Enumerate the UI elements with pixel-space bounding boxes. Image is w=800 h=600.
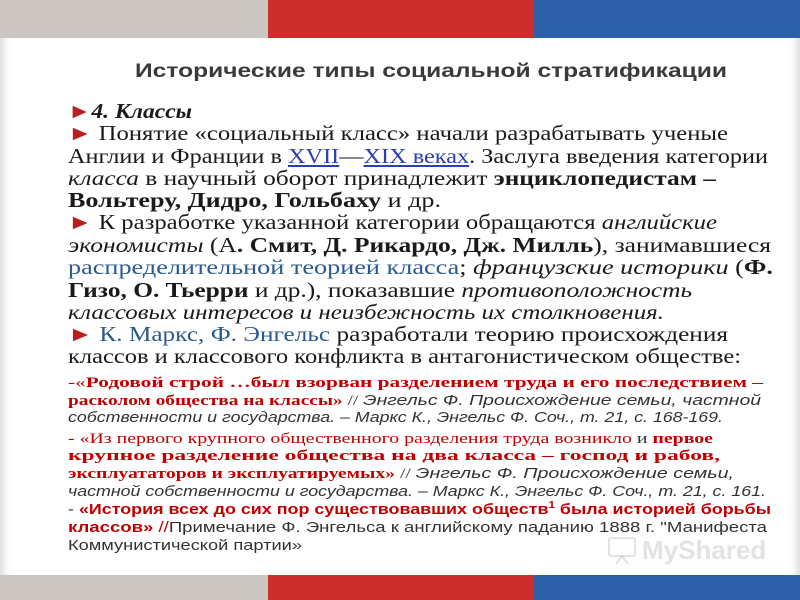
quote-text: первое	[652, 431, 713, 447]
encyclopedists-names: Вольтеру, Дидро, Гольбаху	[68, 188, 382, 212]
body-text: ;	[459, 255, 474, 279]
emphasis-italic: английские	[601, 210, 717, 234]
body-line	[68, 122, 728, 144]
quote-line	[68, 375, 763, 392]
quote-text: была историей борьбы	[554, 501, 771, 518]
body-line	[68, 279, 692, 301]
emphasis-italic: классовых интересов и неизбежность их столкновения.	[68, 300, 664, 324]
body-text: . Заслуга введения категории	[469, 144, 768, 168]
body-line	[68, 145, 768, 167]
quote-line	[68, 409, 723, 427]
historians-names: Гизо, О. Тьерри	[68, 278, 249, 302]
quote-text: Родовой строй …был взорван разделением труда и его последствием –	[85, 375, 763, 391]
quote-text: классов»	[68, 519, 154, 536]
body-line	[68, 234, 771, 256]
body-text: и др.	[381, 188, 441, 212]
body-text: (	[728, 255, 744, 279]
body-text: Англии и Франции в	[68, 144, 289, 168]
body-line	[68, 167, 716, 189]
quote-text: расколом общества на классы»	[68, 393, 343, 409]
section-heading: 4. Классы	[91, 99, 192, 123]
quote-text: крупное разделение общества на два класса – господ и рабов,	[68, 448, 720, 464]
quote-marker: -«	[68, 375, 86, 391]
bullet-arrow-icon: ►	[68, 121, 93, 145]
body-text: классов и классового конфликта в антагонистическом обществе:	[68, 344, 741, 368]
body-line	[68, 100, 192, 122]
citation-text: Энгельс Ф. Происхождение семьи,	[415, 465, 734, 482]
emphasis-italic: противоположность	[461, 278, 692, 302]
bottom-stripe-gray	[0, 575, 268, 600]
marx-engels-names: К. Маркс, Ф. Энгельс	[99, 322, 331, 346]
emphasis-italic: экономисты	[68, 233, 204, 257]
quote-line	[68, 392, 761, 410]
citation-text: Энгельс Ф. Происхождение семьи, частной	[363, 392, 761, 409]
body-line	[68, 189, 441, 211]
distributive-theory-term: распределительной теорией класса	[68, 255, 460, 279]
quote-line	[68, 537, 302, 554]
body-text: Понятие «социальный класс» начали разрабатывать ученые	[92, 121, 728, 145]
citation-separator: //	[153, 519, 169, 536]
economists-names: . Смит, Д. Рикардо, Дж. Милль	[236, 233, 594, 257]
quote-line	[68, 501, 771, 518]
watermark	[606, 530, 786, 570]
citation-text: частной собственности и государства. – Маркс К., Энгельс Ф. Соч., т. 21, с. 161.	[68, 483, 766, 500]
emphasis-italic: французские историки	[473, 255, 729, 279]
quote-line	[68, 448, 720, 465]
emphasis-bold: энциклопедистам –	[493, 166, 716, 190]
historians-names: Ф.	[743, 255, 773, 279]
footnote-text: Примечание Ф. Энгельса к английскому паданию 1888 г. "Манифеста	[168, 519, 767, 536]
body-line	[68, 211, 717, 233]
top-stripe-blue	[534, 0, 800, 38]
link-xvii-century[interactable]: XVII	[288, 144, 340, 168]
body-text: К разработке указанной категории обращаются	[92, 210, 602, 234]
link-xix-centuries[interactable]: XIX веках	[363, 144, 470, 168]
citation-separator: //	[395, 466, 416, 482]
quote-line	[68, 483, 766, 501]
body-text: и др.), показавшие	[248, 278, 462, 302]
top-stripe-gray	[0, 0, 268, 38]
quote-text: эксплуататоров и эксплуатируемых»	[68, 466, 396, 482]
bottom-stripe-blue	[534, 575, 800, 600]
presentation-board-icon	[606, 534, 638, 566]
emphasis-italic: класса	[68, 166, 139, 190]
footnote-marker: 1	[548, 500, 555, 511]
body-line	[68, 323, 728, 345]
bullet-arrow-icon: ►	[68, 210, 93, 234]
body-text: в научный оборот принадлежит	[138, 166, 494, 190]
body-text: —	[339, 144, 364, 168]
body-line	[68, 301, 664, 323]
body-line	[68, 345, 741, 367]
quote-marker: -	[68, 501, 79, 518]
bullet-arrow-icon: ►	[68, 99, 92, 123]
bottom-stripe-red	[268, 575, 534, 600]
quote-marker: -	[68, 431, 80, 447]
quote-line	[68, 431, 713, 448]
bullet-arrow-icon: ►	[68, 322, 94, 346]
citation-text: собственности и государства. – Маркс К., Энгельс Ф. Соч., т. 21, с. 168-169.	[68, 409, 723, 426]
quote-text: «История всех до сих пор существовавших обществ	[78, 501, 549, 518]
quote-line	[68, 519, 767, 536]
footnote-text: Коммунистической партии»	[68, 537, 302, 554]
top-stripe-red	[268, 0, 534, 38]
body-text: (А	[203, 233, 237, 257]
quote-line	[68, 465, 734, 483]
body-line	[68, 256, 773, 278]
quote-text: «Из первого крупного общественного разделения труда возникло	[79, 431, 632, 447]
body-text: разработали теорию происхождения	[330, 322, 728, 346]
watermark-text: MyShared	[642, 535, 767, 565]
slide-title: Исторические типы социальной стратификации	[135, 61, 727, 82]
body-text: и	[631, 431, 653, 447]
body-text: ), занимавшиеся	[593, 233, 771, 257]
citation-separator: //	[342, 393, 364, 409]
